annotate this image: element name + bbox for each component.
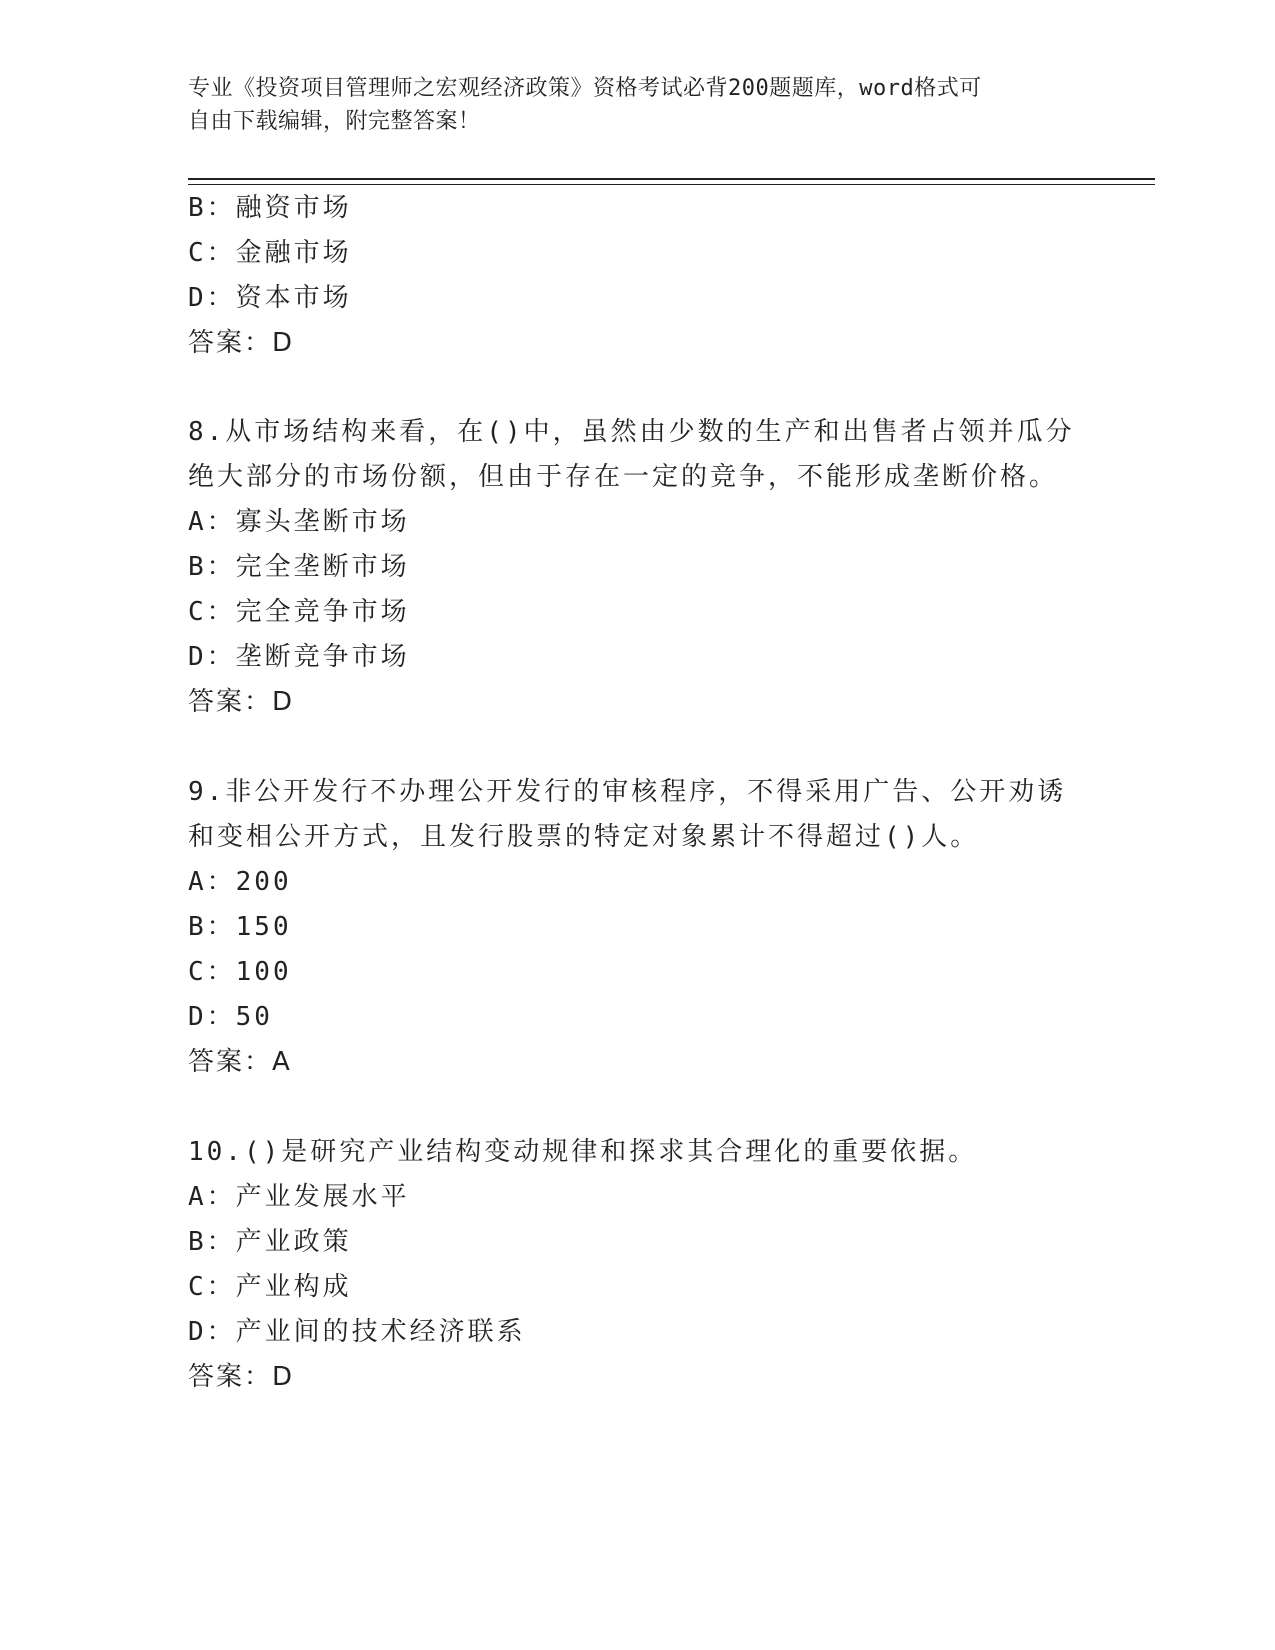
q9-option-c: C：100: [188, 957, 292, 987]
q10-option-d: D：产业间的技术经济联系: [188, 1317, 526, 1347]
document-header: [188, 72, 1068, 138]
header-rule-thin: [188, 184, 1155, 185]
q8-stem-line-2: 绝大部分的市场份额，但由于存在一定的竞争，不能形成垄断价格。: [188, 462, 1059, 492]
q10-option-c: C：产业构成: [188, 1272, 352, 1302]
q10-option-b: B：产业政策: [188, 1227, 352, 1257]
q9-stem-line-1: 9.非公开发行不办理公开发行的审核程序，不得采用广告、公开劝诱: [188, 777, 1067, 807]
q8-option-c: C：完全竞争市场: [188, 597, 410, 627]
q9-option-d: D：50: [188, 1002, 273, 1032]
q9-option-a: A：200: [188, 867, 292, 897]
header-line-1: 专业《投资项目管理师之宏观经济政策》资格考试必背200题题库，word格式可: [188, 76, 982, 101]
q7-option-c: C：金融市场: [188, 238, 352, 268]
q10-option-a: A：产业发展水平: [188, 1182, 410, 1212]
q10-stem-line-1: 10.()是研究产业结构变动规律和探求其合理化的重要依据。: [188, 1137, 978, 1167]
q7-option-d: D：资本市场: [188, 283, 352, 313]
q10-answer: 答案：D: [188, 1362, 295, 1392]
q8-option-a: A：寡头垄断市场: [188, 507, 410, 537]
q7-option-b: B：融资市场: [188, 193, 352, 223]
q9-answer: 答案：A: [188, 1047, 292, 1077]
q9-stem-line-2: 和变相公开方式，且发行股票的特定对象累计不得超过()人。: [188, 822, 980, 852]
q8-option-d: D：垄断竞争市场: [188, 642, 410, 672]
q8-answer: 答案：D: [188, 687, 295, 717]
q8-option-b: B：完全垄断市场: [188, 552, 410, 582]
q7-answer: 答案：D: [188, 328, 295, 358]
header-line-2: 自由下载编辑，附完整答案！: [188, 109, 481, 134]
q8-stem-line-1: 8.从市场结构来看，在()中，虽然由少数的生产和出售者占领并瓜分: [188, 417, 1075, 447]
q9-option-b: B：150: [188, 912, 292, 942]
header-rule-thick: [188, 178, 1155, 180]
